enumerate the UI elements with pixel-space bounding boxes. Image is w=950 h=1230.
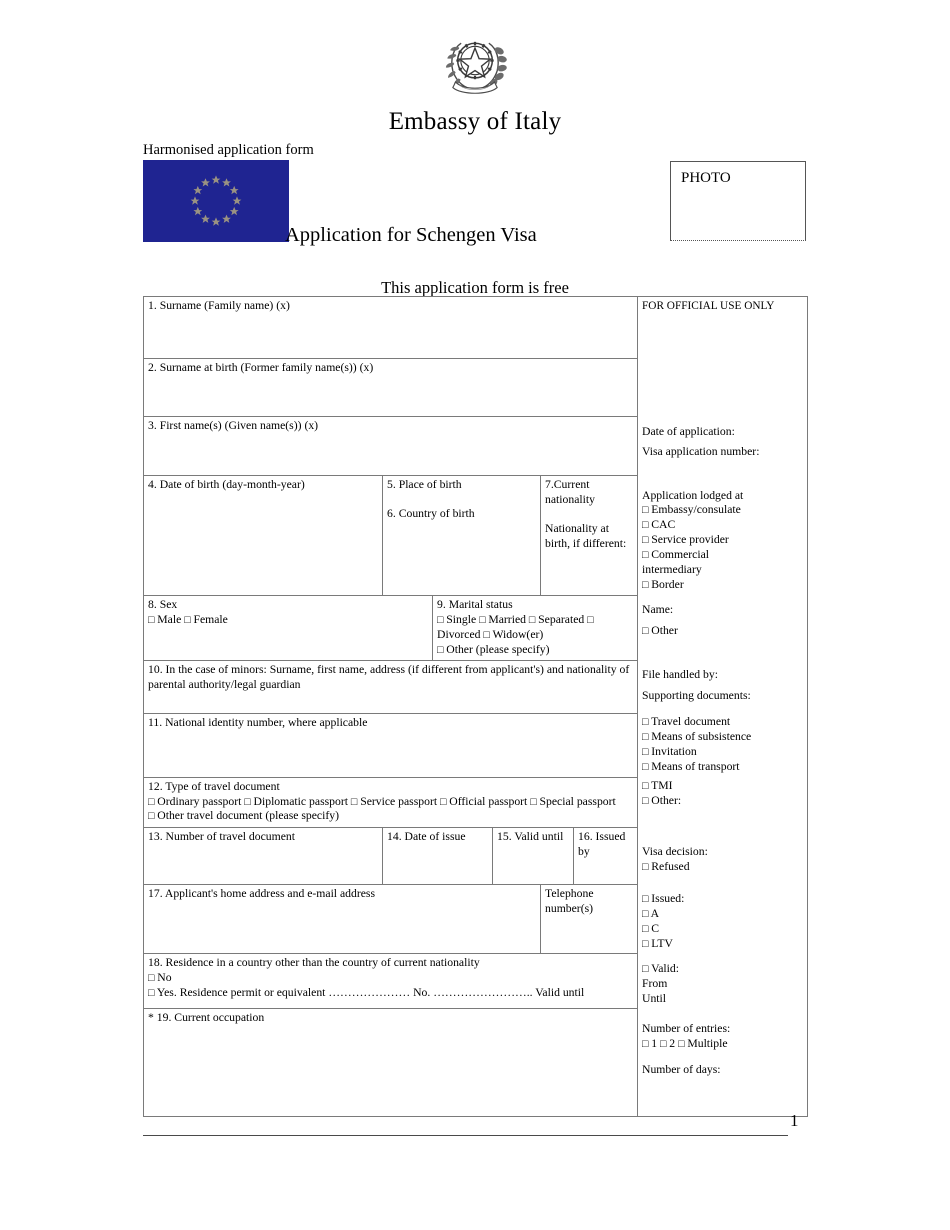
official-valid-from: From — [642, 976, 668, 990]
official-name-label: Name: — [642, 603, 674, 617]
field-label: 8. Sex — [148, 597, 178, 611]
official-supporting-documents-label: Supporting documents: — [642, 689, 751, 703]
option-label: 1 — [651, 1036, 658, 1050]
field-label: 9. Marital status — [437, 597, 513, 611]
field-date-of-birth[interactable] — [144, 476, 383, 596]
official-block-valid — [638, 954, 808, 1009]
option-other-travel-document[interactable]: □ Other travel document (please specify) — [148, 809, 339, 823]
option-widow[interactable]: □ Widow(er) — [483, 627, 544, 641]
official-lodged-border[interactable]: □ Border — [642, 578, 684, 592]
option-label: Special passport — [539, 794, 616, 808]
option-label: Means of subsistence — [651, 730, 752, 744]
option-service-passport[interactable]: □ Service passport — [350, 794, 438, 808]
official-name-other[interactable]: □ Other — [642, 624, 678, 638]
harmonised-form-label: Harmonised application form — [143, 142, 314, 158]
field-current-occupation[interactable] — [144, 1009, 638, 1117]
table-row-8 — [144, 595, 808, 660]
field-label: 11. National identity number, where applicable — [148, 715, 368, 729]
field-type-of-travel-document[interactable] — [144, 777, 638, 827]
option-residence-yes[interactable]: □ Yes. Residence permit or equivalent ………………… No. …………………….. Valid until — [148, 986, 585, 1000]
table-row-3 — [144, 417, 808, 476]
field-label: 13. Number of travel document — [148, 829, 296, 843]
option-married[interactable]: □ Married — [479, 612, 526, 626]
page-number: 1 — [790, 1111, 799, 1130]
field-telephone-numbers[interactable] — [541, 884, 638, 954]
option-diplomatic-passport[interactable]: □ Diplomatic passport — [244, 794, 348, 808]
option-separated[interactable]: □ Separated — [528, 612, 585, 626]
option-label: Diplomatic passport — [253, 794, 348, 808]
official-lodged-commercial[interactable]: □ Commercial — [642, 548, 710, 562]
option-entries-multiple[interactable]: □ Multiple — [678, 1036, 728, 1050]
option-marital-other[interactable]: □ Other (please specify) — [437, 642, 550, 656]
option-entries-2[interactable]: □ 2 — [660, 1036, 676, 1050]
option-label: Official passport — [449, 794, 528, 808]
official-valid[interactable]: □ Valid: — [642, 961, 679, 975]
official-vd-c[interactable]: □ C — [642, 921, 660, 935]
official-lodged-service-provider[interactable]: □ Service provider — [642, 533, 729, 547]
table-row-13 — [144, 827, 808, 884]
photo-label: PHOTO — [681, 170, 731, 186]
option-label: Other — [651, 624, 678, 638]
field-home-address-email[interactable] — [144, 884, 541, 954]
official-vd-issued[interactable]: □ Issued: — [642, 892, 685, 906]
official-block-file-handled — [638, 660, 808, 713]
official-block-name — [638, 595, 808, 660]
free-form-notice: This application form is free — [381, 278, 569, 297]
field-label: 12. Type of travel document — [148, 779, 280, 793]
field-minors-guardian[interactable] — [144, 660, 638, 713]
option-label: Invitation — [651, 745, 697, 759]
option-label: Multiple — [687, 1036, 728, 1050]
field-label-place-of-birth: 5. Place of birth — [387, 478, 462, 491]
field-valid-until[interactable] — [493, 827, 574, 884]
option-label: No — [157, 971, 172, 985]
option-label: Married — [488, 612, 526, 626]
option-single[interactable]: □ Single — [437, 612, 477, 626]
eu-stars-icon — [143, 160, 289, 242]
official-vd-refused[interactable]: □ Refused — [642, 860, 690, 873]
option-label: Service provider — [651, 533, 729, 547]
field-label: 2. Surname at birth (Former family name(s)) (x) — [148, 361, 374, 374]
footer-divider — [143, 1135, 788, 1136]
option-label: C — [651, 921, 660, 935]
field-label: 15. Valid until — [497, 829, 564, 843]
field-label: Telephone number(s) — [545, 886, 594, 915]
field-label-country-of-birth: 6. Country of birth — [387, 506, 475, 520]
official-use-title: FOR OFFICIAL USE ONLY — [642, 300, 775, 312]
official-lodged-at-label: Application lodged at — [642, 488, 744, 502]
option-label: Separated — [538, 612, 585, 626]
official-block-issued — [638, 884, 808, 954]
official-block-dates — [638, 417, 808, 476]
field-nationality[interactable] — [541, 476, 638, 596]
option-label: Widow(er) — [492, 627, 544, 641]
official-visa-decision-label: Visa decision: — [642, 845, 708, 859]
table-row-12 — [144, 777, 808, 827]
table-row-1 — [144, 297, 808, 359]
table-row-4 — [144, 476, 808, 596]
official-block-supporting-docs-2 — [638, 777, 808, 827]
option-label: TMI — [651, 779, 673, 793]
option-residence-no[interactable]: □ No — [148, 971, 172, 985]
option-label: Divorced — [437, 627, 481, 641]
field-travel-document-number[interactable] — [144, 827, 383, 884]
official-sd-invitation[interactable]: □ Invitation — [642, 745, 697, 759]
option-divorced[interactable]: □ Divorced — [437, 614, 594, 641]
option-label: Commercial — [651, 548, 710, 562]
field-first-names[interactable] — [144, 417, 638, 476]
option-label: Female — [193, 612, 228, 626]
table-row-19 — [144, 1009, 808, 1117]
field-label: 14. Date of issue — [387, 829, 466, 843]
field-issued-by[interactable] — [574, 827, 638, 884]
official-lodged-embassy[interactable]: □ Embassy/consulate — [642, 503, 741, 517]
table-row-10 — [144, 660, 808, 713]
official-sd-other[interactable]: □ Other: — [642, 794, 682, 807]
visa-application-table — [143, 296, 808, 1117]
official-block-entries — [638, 1009, 808, 1117]
field-label: 16. Issued by — [578, 829, 626, 858]
field-label: 10. In the case of minors: Surname, first name, address (if different from applicant's) and nationality of parental authority/legal guardian — [148, 662, 630, 691]
option-label: Issued: — [651, 892, 685, 906]
official-sd-tmi[interactable]: □ TMI — [642, 779, 673, 793]
field-sex[interactable] — [144, 595, 433, 660]
field-label: 3. First name(s) (Given name(s)) (x) — [148, 419, 319, 432]
field-label: 1. Surname (Family name) (x) — [148, 299, 290, 312]
official-sd-travel-document[interactable]: □ Travel document — [642, 715, 731, 729]
official-lodged-intermediary: intermediary — [642, 563, 702, 577]
page-title: Embassy of Italy — [388, 108, 562, 135]
italy-republic-emblem-icon — [440, 28, 510, 100]
option-label: Refused — [651, 860, 690, 873]
official-sd-means-of-subsistence[interactable]: □ Means of subsistence — [642, 730, 752, 744]
official-block-lodged-at — [638, 476, 808, 596]
official-block-supporting-docs — [638, 713, 808, 777]
field-label-nationality-at-birth: Nationality at birth, if different: — [545, 521, 627, 550]
official-block-header — [638, 297, 808, 417]
official-file-handled-by: File handled by: — [642, 668, 718, 682]
option-label: A — [650, 907, 660, 920]
option-label: Other: — [651, 794, 682, 807]
option-label: LTV — [651, 936, 673, 950]
option-official-passport[interactable]: □ Official passport — [440, 794, 528, 808]
field-label-current-nationality: 7.Current nationality — [545, 478, 595, 506]
option-label: Valid: — [651, 961, 679, 975]
table-row-17 — [144, 884, 808, 954]
option-ordinary-passport[interactable]: □ Ordinary passport — [148, 794, 242, 808]
official-block-visa-decision — [638, 827, 808, 884]
field-surname-at-birth[interactable] — [144, 359, 638, 417]
official-vd-a[interactable]: □ A — [642, 907, 660, 920]
official-number-of-days-label: Number of days: — [642, 1062, 721, 1076]
official-number-of-entries-label: Number of entries: — [642, 1021, 731, 1035]
field-marital-status[interactable] — [433, 595, 638, 660]
option-label: Service passport — [360, 794, 438, 808]
option-label: Travel document — [651, 715, 731, 729]
option-label: Other (please specify) — [446, 642, 550, 656]
european-union-flag — [143, 160, 289, 242]
option-label: Male — [157, 612, 182, 626]
field-national-identity-number[interactable] — [144, 713, 638, 777]
option-label: Border — [651, 578, 684, 592]
field-residence-other-country[interactable] — [144, 954, 638, 1009]
official-sd-means-of-transport[interactable]: □ Means of transport — [642, 760, 740, 774]
table-row-11 — [144, 713, 808, 777]
form-subtitle: Application for Schengen Visa — [285, 224, 537, 246]
option-label: Ordinary passport — [157, 794, 242, 808]
option-entries-1[interactable]: □ 1 — [642, 1036, 658, 1050]
option-label: Means of transport — [651, 760, 740, 774]
option-label: Other travel document (please specify) — [157, 809, 339, 823]
field-label: * 19. Current occupation — [148, 1011, 265, 1025]
official-lodged-cac[interactable]: □ CAC — [642, 518, 676, 532]
table-row-18 — [144, 954, 808, 1009]
photo-placeholder-box — [670, 161, 806, 241]
option-label: Yes. Residence permit or equivalent ………………… No. …………………….. Valid until — [156, 986, 585, 1000]
official-vd-ltv[interactable]: □ LTV — [642, 936, 673, 950]
official-date-of-application: Date of application: — [642, 424, 735, 438]
option-sex-female[interactable]: □ Female — [184, 612, 228, 626]
option-sex-male[interactable]: □ Male — [148, 612, 182, 626]
option-special-passport[interactable]: □ Special passport — [530, 794, 616, 808]
field-label: 17. Applicant's home address and e-mail address — [148, 886, 376, 900]
option-label: 2 — [669, 1036, 676, 1050]
field-surname[interactable] — [144, 297, 638, 359]
field-label: 4. Date of birth (day-month-year) — [148, 478, 305, 491]
field-date-of-issue[interactable] — [383, 827, 493, 884]
field-label: 18. Residence in a country other than the country of current nationality — [148, 956, 480, 970]
option-label: Single — [446, 612, 477, 626]
option-label: Embassy/consulate — [651, 503, 741, 517]
field-place-and-country-of-birth[interactable] — [383, 476, 541, 596]
emblem-container — [0, 28, 950, 100]
official-valid-until: Until — [642, 991, 667, 1005]
official-visa-application-number: Visa application number: — [642, 445, 760, 459]
option-label: CAC — [651, 518, 676, 532]
